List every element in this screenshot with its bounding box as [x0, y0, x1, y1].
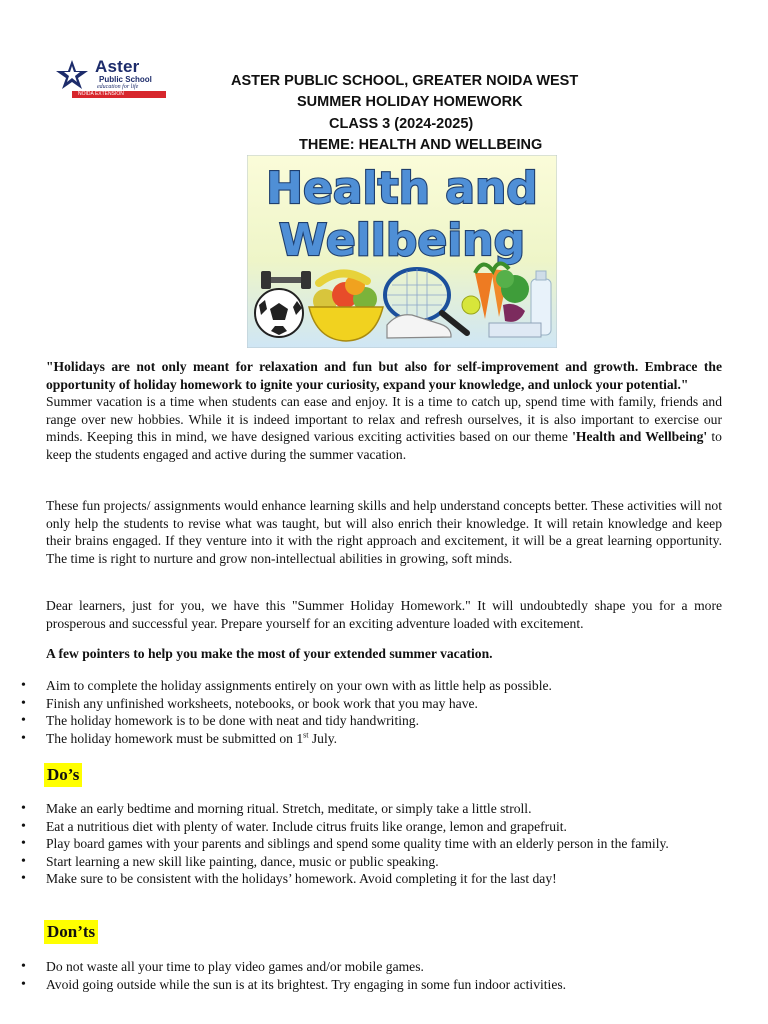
soccer-ball-icon: [255, 289, 303, 337]
list-item: • Start learning a new skill like painting, dance, music or public speaking.: [0, 853, 740, 871]
intro-paragraph-1: Summer vacation is a time when students can ease and enjoy. It is a time to catch up, spend time with family, friends and range over new hobbies. While it is indeed important to relax and refresh ourselves, it is also important to exercise our minds. Keeping this in mind, we have designed various exciting activities based on our theme 'Health and Wellbeing' to keep the students engaged and active during the summer vacation.: [46, 394, 722, 462]
intro-paragraph-2: These fun projects/ assignments would enhance learning skills and help understand concepts better. These activities will not only help the students to revise what was taught, but will also enrich their knowledge. It will retain knowledge and keep their brains engaged. If they venture into it with the right approach and excitement, it will be a great learning opportunity. The time is right to nurture and grow non-intellectual abilities in growing, soft minds.: [46, 498, 722, 566]
list-item: • Do not waste all your time to play video games and/or mobile games.: [0, 958, 740, 976]
dos-list: [0, 800, 740, 888]
school-name: ASTER PUBLIC SCHOOL, GREATER NOIDA WEST: [231, 73, 579, 89]
health-wellbeing-banner: [247, 155, 557, 348]
list-item: • Make sure to be consistent with the holidays’ homework. Avoid completing it for the last day!: [0, 870, 740, 888]
list-item: • The holiday homework is to be done with neat and tidy handwriting.: [0, 712, 740, 730]
star-icon: [50, 58, 94, 92]
banner-line-1: Health and: [266, 163, 538, 214]
list-item: • Finish any unfinished worksheets, notebooks, or book work that you may have.: [0, 695, 740, 713]
logo-brand: Aster: [95, 57, 140, 76]
list-item: • Avoid going outside while the sun is at its brightest. Try engaging in some fun indoor activities.: [0, 976, 740, 994]
homework-title: SUMMER HOLIDAY HOMEWORK: [297, 94, 523, 110]
logo-bar: NOIDA EXTENSION: [72, 91, 166, 98]
donts-list: [0, 958, 740, 993]
tennis-ball-icon: [462, 296, 480, 314]
logo-subtitle: Public School: [99, 75, 152, 84]
class-label: CLASS 3 (2024-2025): [329, 116, 474, 132]
list-item: • The holiday homework must be submitted on 1st July.: [0, 730, 740, 748]
intro-paragraph-3: Dear learners, just for you, we have this "Summer Holiday Homework." It will undoubtedly shape you for a more prosperous and successful year. Prepare yourself for an exciting adventure loaded with excitement.: [46, 598, 722, 631]
school-logo: [50, 58, 168, 100]
banner-line-2: Wellbeing: [278, 215, 526, 266]
list-item: • Aim to complete the holiday assignments entirely on your own with as little help as possible.: [0, 677, 740, 695]
logo-tagline: education for life: [97, 84, 139, 90]
intro-quote: "Holidays are not only meant for relaxation and fun but also for self-improvement and growth. Embrace the opportunity of holiday homework to ignite your curiosity, expand your knowledge, and unlock your potential.": [46, 359, 722, 392]
intro-section: [46, 358, 722, 464]
theme-label: THEME: HEALTH AND WELLBEING: [299, 137, 543, 153]
toothpaste-icon: [489, 323, 541, 337]
list-item: • Eat a nutritious diet with plenty of water. Include citrus fruits like orange, lemon and grapefruit.: [0, 818, 740, 836]
dos-heading: Do’s: [44, 763, 82, 787]
donts-heading: Don’ts: [44, 920, 98, 944]
pointers-list: [0, 677, 740, 747]
list-item: • Make an early bedtime and morning ritual. Stretch, meditate, or simply take a little stroll.: [0, 800, 740, 818]
pointers-heading: A few pointers to help you make the most of your extended summer vacation.: [46, 646, 493, 661]
list-item: • Play board games with your parents and siblings and spend some quality time with an elderly person in the family.: [0, 835, 740, 853]
